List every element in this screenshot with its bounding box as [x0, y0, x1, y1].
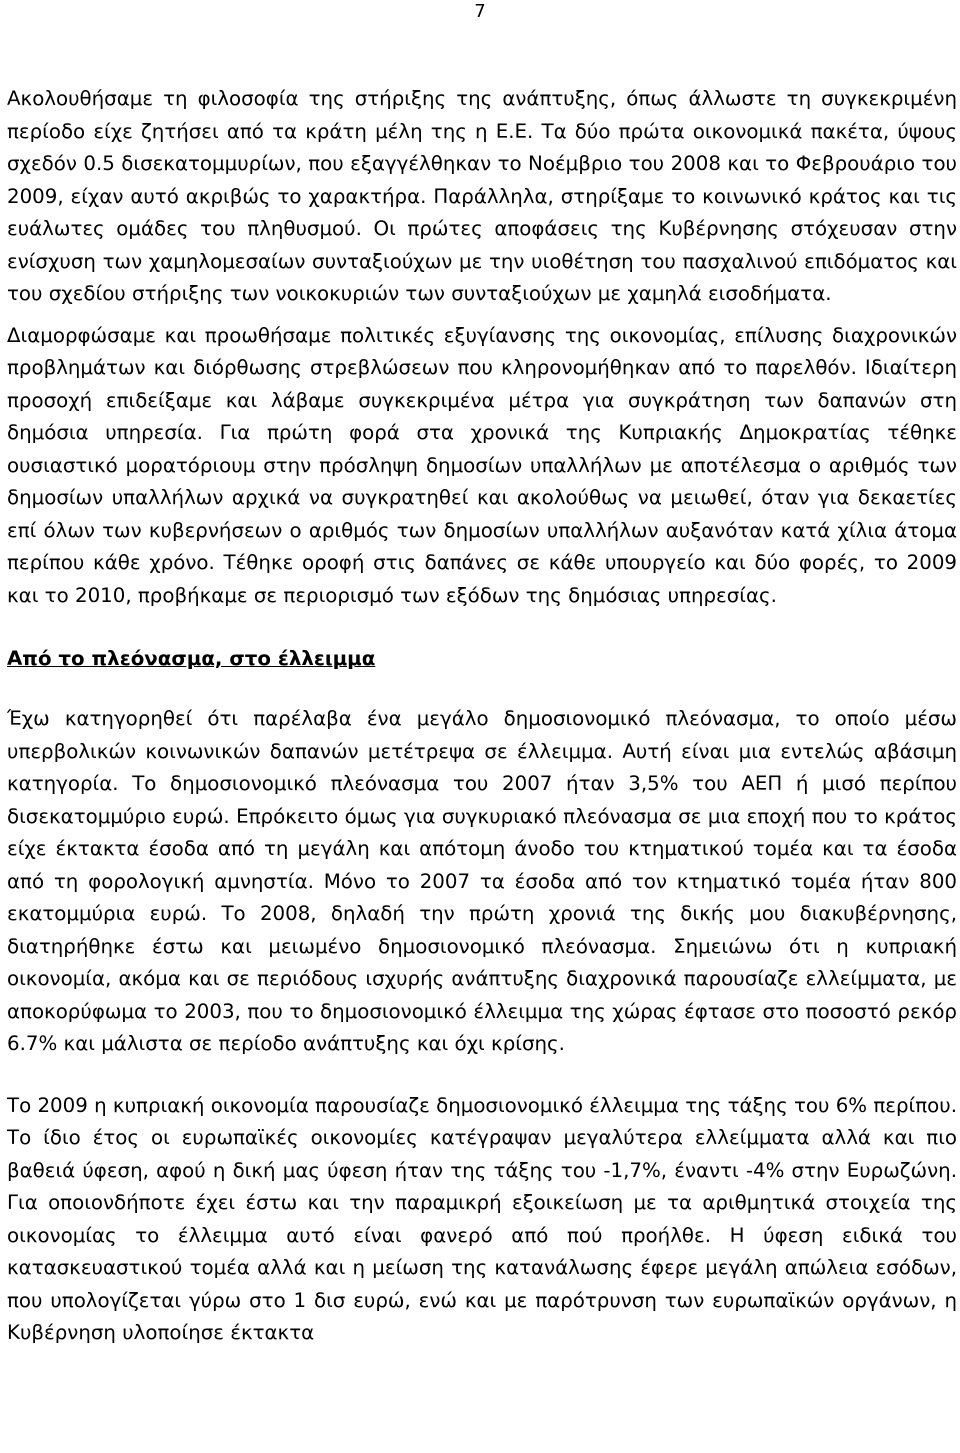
paragraph-fiscal-consolidation: Διαμορφώσαμε και προωθήσαμε πολιτικές εξυγίανσης της οικονομίας, επίλυσης διαχρονικών προβλημάτων και διόρθωσης στρεβλώσεων που κληρονομήθηκαν από το παρελθόν. Ιδιαίτερη προσοχή επιδείξαμε και λάβαμε συγκεκριμένα μέτρα για συγκράτηση των δαπανών στη δημόσια υπηρεσία. Για πρώτη φορά στα χρονικά της Κυπριακής Δημοκρατίας τέθηκε ουσιαστικό μορατόριουμ στην πρόσληψη δημοσίων υπαλλήλων με αποτέλεσμα ο αριθμός των δημοσίων υπαλλήλων αρχικά να συγκρατηθεί και ακολούθως να μειωθεί, όταν για δεκαετίες επί όλων των κυβερνήσεων ο αριθμός των δημοσίων υπαλλήλων αυξανόταν κατά χίλια άτομα περίπου κάθε χρόνο. Τέθηκε οροφή στις δαπάνες σε κάθε υπουργείο και δύο φορές, το 2009 και το 2010, προβήκαμε σε περιορισμό των εξόδων της δημόσιας υπηρεσίας.: [7, 323, 957, 607]
section-heading: Από το πλεόνασμα, στο έλλειμμα: [7, 647, 376, 670]
page-number: 7: [474, 1, 486, 22]
paragraph-2009-deficit: Το 2009 η κυπριακή οικονομία παρουσίαζε δημοσιονομικό έλλειμμα της τάξης του 6% περίπου. Το ίδιο έτος οι ευρωπαϊκές οικονομίες κατέγραψαν μεγαλύτερα ελλείμματα αλλά και πιο βαθειά ύφεση, αφού η δική μας ύφεση ήταν της τάξης του -1,7%, έναντι -4% στην Ευρωζώνη. Για οποιονδήποτε έχει έστω και την παραμικρή εξοικείωση με τα αριθμητικά στοιχεία της οικονομίας το έλλειμμα αυτό είναι φανερό από πού προήλθε. Η ύφεση ειδικά του κατασκευαστικού τομέα αλλά και η μείωση της κατανάλωσης έφερε μεγάλη απώλεια εσόδων, που υπολογίζεται γύρω στο 1 δισ ευρώ, ενώ και με παρότρυνση των ευρωπαϊκών οργάνων, η Κυβέρνηση υλοποίησε έκτακτα: [7, 1093, 957, 1344]
paragraph-surplus-to-deficit: Έχω κατηγορηθεί ότι παρέλαβα ένα μεγάλο δημοσιονομικό πλεόνασμα, το οποίο μέσω υπερβολικών κοινωνικών δαπανών μετέτρεψα σε έλλειμμα. Αυτή είναι μια εντελώς αβάσιμη κατηγορία. Το δημοσιονομικό πλεόνασμα του 2007 ήταν 3,5% του ΑΕΠ ή μισό περίπου δισεκατομμύριο ευρώ. Επρόκειτο όμως για συγκυριακό πλεόνασμα σε μια εποχή που το κράτος είχε έκτακτα έσοδα από τη μεγάλη και απότομη άνοδο του κτηματικού τομέα και τα έσοδα από τη φορολογική αμνηστία. Μόνο το 2007 τα έσοδα από τον κτηματικό τομέα ήταν 800 εκατομμύρια ευρώ. Το 2008, δηλαδή την πρώτη χρονιά της δικής μου διακυβέρνησης, διατηρήθηκε έστω και μειωμένο δημοσιονομικό πλεόνασμα. Σημειώνω ότι η κυπριακή οικονομία, ακόμα και σε περιόδους ισχυρής ανάπτυξης διαχρονικά παρουσίαζε ελλείμματα, με αποκορύφωμα το 2003, που το δημοσιονομικό έλλειμμα της χώρας έφτασε στο ποσοστό ρεκόρ 6.7% και μάλιστα σε περίοδο ανάπτυξης και όχι κρίσης.: [7, 707, 957, 1055]
paragraph-growth-support: Ακολουθήσαμε τη φιλοσοφία της στήριξης της ανάπτυξης, όπως άλλωστε τη συγκεκριμένη περίοδο είχε ζητήσει από τα κράτη μέλη της η Ε.Ε. Τα δύο πρώτα οικονομικά πακέτα, ύψους σχεδόν 0.5 δισεκατομμυρίων, που εξαγγέλθηκαν το Νοέμβριο του 2008 και το Φεβρουάριο του 2009, είχαν αυτό ακριβώς το χαρακτήρα. Παράλληλα, στηρίξαμε το κοινωνικό κράτος και τις ευάλωτες ομάδες του πληθυσμού. Οι πρώτες αποφάσεις της Κυβέρνησης στόχευσαν στην ενίσχυση των χαμηλομεσαίων συνταξιούχων με την υιοθέτηση του πασχαλινού επιδόματος και του σχεδίου στήριξης των νοικοκυριών των συνταξιούχων με χαμηλά εισοδήματα.: [7, 87, 957, 305]
document-body: [7, 83, 957, 1350]
